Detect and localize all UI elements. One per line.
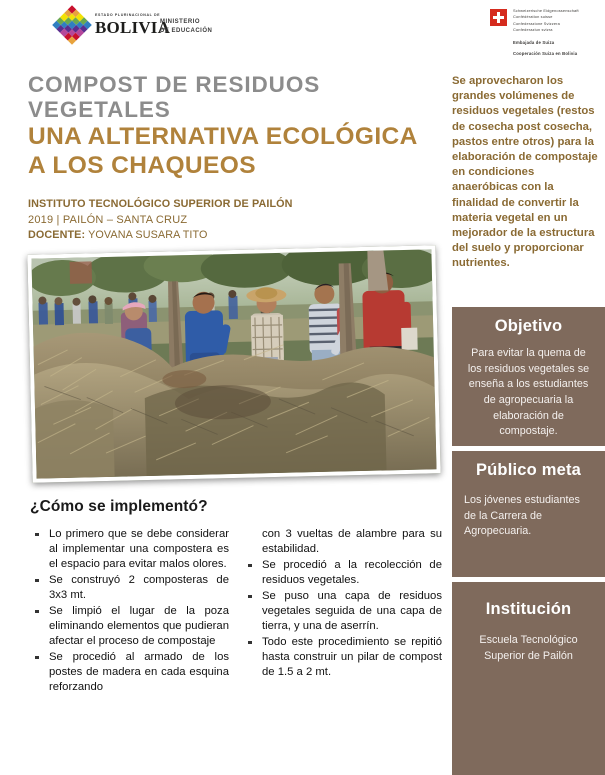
institute-name: INSTITUTO TECNOLÓGICO SUPERIOR DE PAILÓN — [28, 198, 293, 211]
swiss-name-fr: Confédération suisse — [513, 14, 553, 20]
poster-title-line-1: COMPOST DE RESIDUOS VEGETALES — [28, 72, 321, 123]
objetivo-panel — [452, 307, 605, 446]
swiss-name-rm: Confederaziun svizra — [513, 26, 553, 32]
swiss-name-de: Schweizerische Eidgenossenschaft — [513, 8, 579, 13]
swiss-confederation-names — [513, 8, 579, 33]
bullet-column-right — [243, 527, 442, 696]
publico-meta-panel — [452, 451, 605, 577]
objetivo-title: Objetivo — [494, 317, 563, 335]
intro-paragraph: Se aprovecharon los grandes volúmenes de residuos vegetales (restos de cosecha post cosecha, pastos entre otros) para la elaboración de compostaje en condiciones anaeróbicas con la finalidad de convertir la materia vegetal en un mejorador de la estructura del suelo y proporcionar nutrientes. — [452, 75, 598, 270]
ministry-line-1: MINISTERIO — [160, 19, 201, 25]
bolivia-name: BOLIVIA — [95, 17, 171, 37]
publico-meta-body: Los jóvenes estudiantes de la Carrera de Agropecuaria. — [464, 494, 580, 538]
swiss-cooperation-logo — [490, 8, 605, 56]
header-logos — [0, 0, 605, 68]
how-implemented-heading: ¿Cómo se implementó? — [30, 498, 208, 515]
title-block — [28, 72, 444, 243]
institucion-title: Institución — [485, 600, 572, 618]
bullet-item: Se procedió a la recolección de residuos vegetales. — [243, 558, 442, 588]
swiss-embassy-label: Embajada de Suiza — [513, 40, 555, 46]
teacher-label: DOCENTE: — [28, 229, 86, 242]
bullet-item: Se puso una capa de residuos vegetales seguida de una capa de tierra, y una de aserrín. — [243, 589, 442, 634]
implementation-bullets — [30, 527, 442, 696]
bullet-list-right — [243, 527, 442, 680]
bolivia-wordmark — [95, 14, 170, 36]
right-intro-column — [452, 74, 605, 271]
swiss-flag-icon — [490, 9, 507, 26]
bullet-item: Todo este procedimiento se repitió hasta construir un pilar de compost de 1.5 a 2 mt. — [243, 635, 442, 680]
teacher-name: YOVANA SUSARA TITO — [85, 229, 208, 242]
ministry-of-education-label — [160, 18, 212, 35]
bolivia-state-label: ESTADO PLURINACIONAL DE — [95, 13, 161, 18]
bullet-item: Lo primero que se debe considerar al implementar una compostera es el espacio para evitar malos olores. — [30, 527, 229, 572]
bullet-item-continuation: con 3 vueltas de alambre para su estabilidad. — [262, 528, 442, 556]
bullet-column-left — [30, 527, 229, 696]
bullet-item: Se construyó 2 composteras de 3x3 mt. — [30, 573, 229, 603]
bolivia-government-logo — [55, 8, 170, 42]
bullet-list-left — [30, 527, 229, 695]
bullet-item: Se limpió el lugar de la poza eliminando elementos que pudieran afectar el proceso de compostaje — [30, 604, 229, 649]
wiphala-icon — [48, 1, 96, 49]
compost-photo — [27, 245, 440, 483]
swiss-cooperation-label: Cooperación Suiza en Bolivia — [513, 51, 578, 57]
swiss-name-it: Confederazione Svizzera — [513, 20, 560, 26]
poster-title-line-3: A LOS CHAQUEOS — [28, 151, 256, 179]
ministry-line-2: DE EDUCACIÓN — [160, 27, 213, 34]
teacher-line — [28, 228, 444, 243]
bullet-item: Se procedió al armado de los postes de madera en cada esquina reforzando — [30, 650, 229, 695]
poster-title-line-2: UNA ALTERNATIVA ECOLÓGICA — [28, 123, 418, 151]
institucion-body: Escuela Tecnológico Superior de Pailón — [479, 634, 578, 662]
photo-frame — [30, 250, 438, 485]
photo-illustration — [31, 249, 436, 478]
year-and-place: 2019 | PAILÓN – SANTA CRUZ — [28, 213, 188, 226]
institution-meta — [28, 197, 444, 243]
institucion-panel — [452, 582, 605, 775]
objetivo-body: Para evitar la quema de los residuos vegetales se enseña a los estudiantes de agropecuaria la elaboración de compostaje. — [467, 347, 590, 438]
publico-meta-title: Público meta — [475, 461, 582, 479]
